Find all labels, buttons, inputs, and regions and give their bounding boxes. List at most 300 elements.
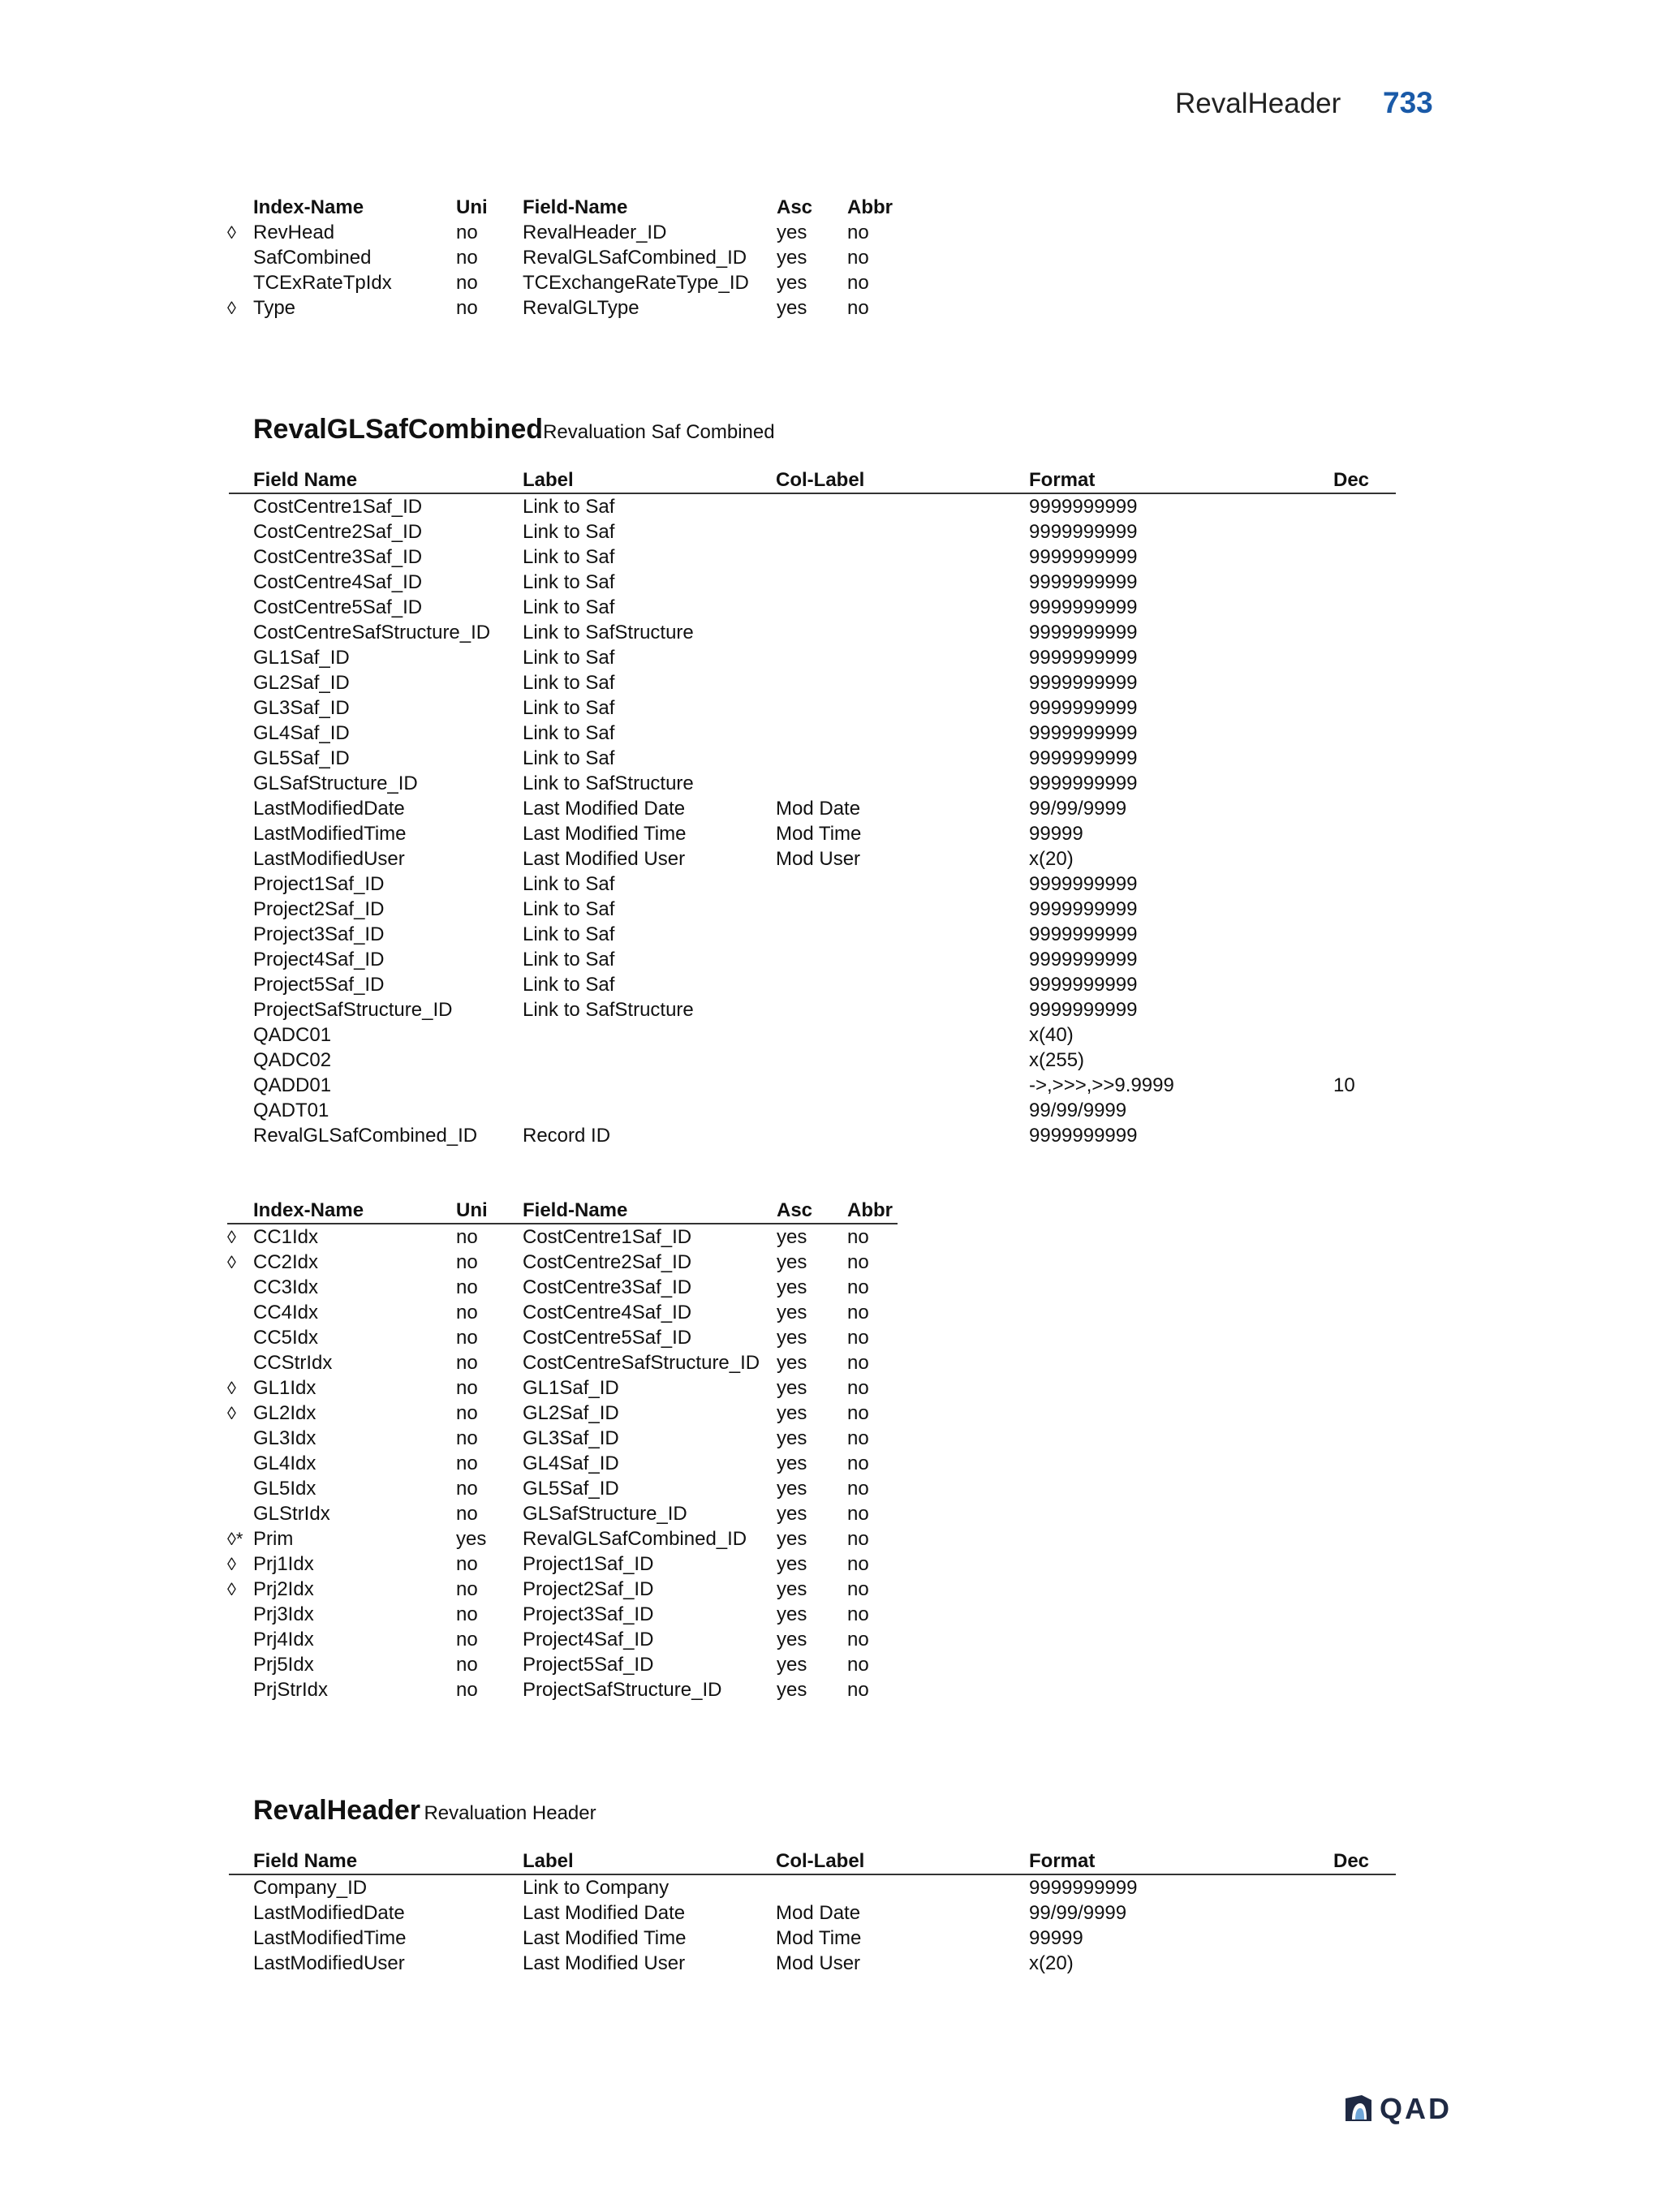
index-asc: yes — [777, 1578, 807, 1600]
field-col-label — [776, 922, 1029, 947]
field-name: RevalGLSafCombined_ID — [253, 1125, 478, 1147]
field-name: LastModifiedDate — [253, 1902, 405, 1924]
index-row — [227, 1300, 898, 1325]
field-format: 9999999999 — [1029, 873, 1138, 895]
dec-header: Dec — [1333, 467, 1396, 493]
index-abbr-header: Abbr — [847, 196, 893, 218]
field-col-label: Mod User — [776, 1952, 861, 1974]
index-name: Prj2Idx — [253, 1578, 314, 1600]
index-abbr: no — [847, 1402, 869, 1424]
field-row-pad — [229, 846, 253, 871]
index-row — [227, 1551, 898, 1577]
field-name: GL3Saf_ID — [253, 697, 350, 719]
index-mark — [227, 1476, 253, 1501]
index-asc: yes — [777, 1603, 807, 1625]
field-label: Last Modified Time — [523, 823, 687, 845]
field-format: 9999999999 — [1029, 949, 1138, 970]
index-name: Type — [253, 297, 296, 319]
field-dec — [1333, 897, 1396, 922]
field-col-label — [776, 947, 1029, 972]
field-row — [229, 620, 1396, 645]
field-format: x(20) — [1029, 848, 1074, 870]
index-uni: no — [456, 1629, 478, 1650]
field-row — [229, 670, 1396, 695]
field-label: Link to Saf — [523, 949, 615, 970]
index-asc: yes — [777, 1352, 807, 1374]
index-row — [227, 1451, 898, 1476]
field-label — [523, 1073, 776, 1098]
field-col-label — [776, 570, 1029, 595]
field-row — [229, 1926, 1396, 1951]
index-uni: no — [456, 1654, 478, 1676]
field-row-pad — [229, 1048, 253, 1073]
field-row — [229, 771, 1396, 796]
field-col-label — [776, 1073, 1029, 1098]
field-format: x(255) — [1029, 1049, 1085, 1071]
index-uni: no — [456, 297, 478, 319]
index-mark — [227, 1350, 253, 1375]
field-format: 9999999999 — [1029, 923, 1138, 945]
field-dec — [1333, 947, 1396, 972]
index-name: CCStrIdx — [253, 1352, 333, 1374]
running-header-title: RevalHeader — [1175, 88, 1341, 119]
field-row — [229, 846, 1396, 871]
index-abbr: no — [847, 1377, 869, 1399]
field-label: Last Modified Time — [523, 1927, 687, 1949]
index-mark: ◊* — [227, 1529, 243, 1549]
field-name: Company_ID — [253, 1877, 368, 1899]
fields-header-row — [229, 467, 1396, 493]
field-format: 9999999999 — [1029, 974, 1138, 996]
index-mark — [227, 245, 253, 270]
index-asc: yes — [777, 1276, 807, 1298]
field-row-pad — [229, 897, 253, 922]
field-col-label — [776, 544, 1029, 570]
section-title-revalheader — [253, 1795, 596, 1827]
field-col-label — [776, 670, 1029, 695]
index-asc: yes — [777, 1503, 807, 1525]
field-row — [229, 645, 1396, 670]
field-col-label: Mod Date — [776, 798, 861, 820]
index-name: CC1Idx — [253, 1226, 319, 1248]
field-name: GLSafStructure_ID — [253, 772, 418, 794]
index-name: CC3Idx — [253, 1276, 319, 1298]
field-label: Link to Saf — [523, 546, 615, 568]
index-mark — [227, 1602, 253, 1627]
index-asc: yes — [777, 1226, 807, 1248]
index-mark — [227, 1275, 253, 1300]
index-uni: no — [456, 1452, 478, 1474]
index-field: RevalGLSafCombined_ID — [523, 247, 747, 269]
field-name: LastModifiedTime — [253, 823, 407, 845]
field-dec — [1333, 796, 1396, 821]
field-name: CostCentre4Saf_ID — [253, 571, 423, 593]
field-col-label — [776, 595, 1029, 620]
index-asc: yes — [777, 297, 807, 319]
index-name-header: Index-Name — [253, 1198, 456, 1224]
field-format: 99/99/9999 — [1029, 1100, 1127, 1121]
field-dec — [1333, 544, 1396, 570]
field-row-pad — [229, 1874, 253, 1900]
field-dec — [1333, 846, 1396, 871]
field-dec — [1333, 1874, 1396, 1900]
index-mark — [227, 1501, 253, 1526]
index-uni-header: Uni — [456, 196, 488, 218]
index-name: GL3Idx — [253, 1427, 316, 1449]
page-number: 733 — [1383, 86, 1433, 119]
field-dec — [1333, 570, 1396, 595]
field-dec — [1333, 821, 1396, 846]
field-format: 9999999999 — [1029, 622, 1138, 643]
field-col-label — [776, 1098, 1029, 1123]
index-field: Project2Saf_ID — [523, 1578, 654, 1600]
index-row — [227, 1426, 898, 1451]
field-row — [229, 897, 1396, 922]
section-table-description: Revaluation Header — [424, 1802, 596, 1824]
index-name: Prj4Idx — [253, 1629, 314, 1650]
index-row — [227, 1501, 898, 1526]
index-name: SafCombined — [253, 247, 372, 269]
field-row — [229, 570, 1396, 595]
index-uni: no — [456, 1679, 478, 1701]
field-row — [229, 519, 1396, 544]
index-uni: no — [456, 1402, 478, 1424]
index-asc: yes — [777, 1327, 807, 1349]
field-row — [229, 695, 1396, 721]
index-name: Prj1Idx — [253, 1553, 314, 1575]
field-dec — [1333, 493, 1396, 519]
index-abbr: no — [847, 1603, 869, 1625]
index-asc: yes — [777, 1402, 807, 1424]
index-field: GL2Saf_ID — [523, 1402, 619, 1424]
index-field: GL4Saf_ID — [523, 1452, 619, 1474]
field-col-label — [776, 695, 1029, 721]
field-col-label — [776, 871, 1029, 897]
index-uni-header: Uni — [456, 1198, 523, 1224]
field-label: Link to Saf — [523, 496, 615, 518]
field-row-pad — [229, 796, 253, 821]
index-field: Project4Saf_ID — [523, 1629, 654, 1650]
field-format: 99/99/9999 — [1029, 798, 1127, 820]
index-row — [227, 1224, 898, 1250]
index-field: GL3Saf_ID — [523, 1427, 619, 1449]
index-field: CostCentre4Saf_ID — [523, 1302, 692, 1323]
field-name: GL1Saf_ID — [253, 647, 350, 669]
field-row-pad — [229, 1900, 253, 1926]
field-name: GL4Saf_ID — [253, 722, 350, 744]
index-mark-header — [227, 1198, 253, 1224]
field-name: QADT01 — [253, 1100, 329, 1121]
field-col-label — [776, 1874, 1029, 1900]
field-row-pad — [229, 544, 253, 570]
index-asc: yes — [777, 1654, 807, 1676]
field-label: Link to Company — [523, 1877, 670, 1899]
index-abbr: no — [847, 297, 869, 319]
field-name: Project2Saf_ID — [253, 898, 385, 920]
index-abbr: no — [847, 1578, 869, 1600]
index-mark — [227, 1451, 253, 1476]
index-name: Prj3Idx — [253, 1603, 314, 1625]
field-label: Link to SafStructure — [523, 999, 694, 1021]
field-col-label: Mod Time — [776, 823, 862, 845]
index-mark — [227, 1627, 253, 1652]
label-header: Label — [523, 467, 776, 493]
field-dec — [1333, 1098, 1396, 1123]
field-dec — [1333, 595, 1396, 620]
field-dec — [1333, 871, 1396, 897]
index-name: GL5Idx — [253, 1478, 316, 1500]
index-uni: no — [456, 1427, 478, 1449]
field-row-pad — [229, 1073, 253, 1098]
index-field: Project3Saf_ID — [523, 1603, 654, 1625]
index-field-header: Field-Name — [523, 196, 628, 218]
field-label: Link to Saf — [523, 596, 615, 618]
field-col-label — [776, 897, 1029, 922]
field-dec: 10 — [1333, 1074, 1355, 1096]
index-asc: yes — [777, 1629, 807, 1650]
field-row-pad — [229, 922, 253, 947]
index-row — [227, 1350, 898, 1375]
index-mark — [227, 1426, 253, 1451]
index-name-header: Index-Name — [253, 196, 364, 218]
field-row — [229, 746, 1396, 771]
qad-logo-text: QAD — [1380, 2092, 1452, 2125]
index-row — [227, 1627, 898, 1652]
index-field: CostCentre1Saf_ID — [523, 1226, 692, 1248]
index-uni: no — [456, 1302, 478, 1323]
index-abbr-header: Abbr — [847, 1198, 898, 1224]
field-dec — [1333, 1123, 1396, 1148]
index-field: Project1Saf_ID — [523, 1553, 654, 1575]
index-row — [227, 1677, 898, 1702]
field-dec — [1333, 1048, 1396, 1073]
field-format: x(20) — [1029, 1952, 1074, 1974]
index-abbr: no — [847, 1679, 869, 1701]
index-field: Project5Saf_ID — [523, 1654, 654, 1676]
field-name: LastModifiedUser — [253, 1952, 405, 1974]
index-abbr: no — [847, 1352, 869, 1374]
field-row — [229, 796, 1396, 821]
index-row — [227, 1275, 898, 1300]
field-label: Link to Saf — [523, 873, 615, 895]
index-name: CC4Idx — [253, 1302, 319, 1323]
section-title-revalglsafcombined — [253, 414, 775, 445]
field-row — [229, 1123, 1396, 1148]
field-row-pad — [229, 746, 253, 771]
qad-logo — [1344, 2092, 1452, 2126]
index-mark: ◊ — [227, 1227, 236, 1247]
field-format: 9999999999 — [1029, 1877, 1138, 1899]
field-format: 9999999999 — [1029, 722, 1138, 744]
field-col-label — [776, 1048, 1029, 1073]
index-row — [227, 245, 898, 270]
index-asc: yes — [777, 222, 807, 243]
field-row-pad — [229, 1022, 253, 1048]
revalheader-index-table — [227, 195, 898, 321]
field-format: 9999999999 — [1029, 672, 1138, 694]
field-label: Last Modified User — [523, 1952, 686, 1974]
index-asc-header: Asc — [777, 1198, 847, 1224]
field-label: Link to Saf — [523, 697, 615, 719]
index-abbr: no — [847, 272, 869, 294]
field-format: 9999999999 — [1029, 898, 1138, 920]
field-row — [229, 1098, 1396, 1123]
dec-header: Dec — [1333, 1848, 1396, 1874]
field-name: LastModifiedDate — [253, 798, 405, 820]
index-name: GL4Idx — [253, 1452, 316, 1474]
field-row-pad — [229, 620, 253, 645]
index-abbr: no — [847, 247, 869, 269]
field-row-pad — [229, 721, 253, 746]
field-row-pad — [229, 695, 253, 721]
index-abbr: no — [847, 1302, 869, 1323]
index-mark: ◊ — [227, 1378, 236, 1398]
index-field: RevalGLSafCombined_ID — [523, 1528, 747, 1550]
index-uni: no — [456, 1553, 478, 1575]
field-label: Link to SafStructure — [523, 622, 694, 643]
field-name: QADD01 — [253, 1074, 332, 1096]
field-name: GL2Saf_ID — [253, 672, 350, 694]
index-abbr: no — [847, 1327, 869, 1349]
field-row — [229, 871, 1396, 897]
field-row — [229, 544, 1396, 570]
index-name: CC5Idx — [253, 1327, 319, 1349]
field-label: Record ID — [523, 1125, 611, 1147]
index-mark: ◊ — [227, 222, 236, 243]
field-row-pad — [229, 1123, 253, 1148]
field-row-pad — [229, 493, 253, 519]
field-dec — [1333, 620, 1396, 645]
index-abbr: no — [847, 1452, 869, 1474]
field-dec — [1333, 922, 1396, 947]
field-name: CostCentre5Saf_ID — [253, 596, 423, 618]
field-row-pad — [229, 1926, 253, 1951]
index-row — [227, 1325, 898, 1350]
label-header: Label — [523, 1848, 776, 1874]
index-abbr: no — [847, 222, 869, 243]
index-asc: yes — [777, 1251, 807, 1273]
field-col-label — [776, 721, 1029, 746]
index-asc: yes — [777, 1452, 807, 1474]
qad-logo-icon — [1344, 2095, 1373, 2123]
field-label — [523, 1048, 776, 1073]
field-row — [229, 721, 1396, 746]
field-col-label: Mod User — [776, 848, 861, 870]
col-label-header: Col-Label — [776, 1848, 1029, 1874]
field-format: 9999999999 — [1029, 496, 1138, 518]
index-mark — [227, 1325, 253, 1350]
index-asc: yes — [777, 247, 807, 269]
field-name: Project1Saf_ID — [253, 873, 385, 895]
field-name: LastModifiedUser — [253, 848, 405, 870]
revalglsafcombined-fields-table — [229, 467, 1396, 1148]
index-field: CostCentre5Saf_ID — [523, 1327, 692, 1349]
revalheader-fields-table — [229, 1848, 1396, 1976]
index-asc-header: Asc — [777, 196, 813, 218]
field-label — [523, 1022, 776, 1048]
field-dec — [1333, 721, 1396, 746]
field-row-pad — [229, 670, 253, 695]
field-format: 99/99/9999 — [1029, 1902, 1127, 1924]
field-format: 9999999999 — [1029, 546, 1138, 568]
index-name: TCExRateTpIdx — [253, 272, 392, 294]
index-uni: no — [456, 1226, 478, 1248]
index-uni: no — [456, 1377, 478, 1399]
index-abbr: no — [847, 1226, 869, 1248]
field-col-label — [776, 493, 1029, 519]
index-abbr: no — [847, 1427, 869, 1449]
index-asc: yes — [777, 1427, 807, 1449]
field-row-pad — [229, 972, 253, 997]
field-label: Link to Saf — [523, 571, 615, 593]
field-label: Link to Saf — [523, 898, 615, 920]
index-uni: no — [456, 1327, 478, 1349]
index-row — [227, 1375, 898, 1401]
index-asc: yes — [777, 1553, 807, 1575]
index-row — [227, 1577, 898, 1602]
index-field: CostCentre2Saf_ID — [523, 1251, 692, 1273]
field-row-pad — [229, 947, 253, 972]
field-col-label — [776, 997, 1029, 1022]
index-field: GLSafStructure_ID — [523, 1503, 687, 1525]
index-uni: no — [456, 1352, 478, 1374]
field-name-header: Field Name — [253, 467, 523, 493]
field-col-label — [776, 645, 1029, 670]
index-name: GLStrIdx — [253, 1503, 330, 1525]
field-row — [229, 922, 1396, 947]
field-name: ProjectSafStructure_ID — [253, 999, 453, 1021]
index-uni: no — [456, 272, 478, 294]
field-label: Link to Saf — [523, 521, 615, 543]
index-row — [227, 1602, 898, 1627]
field-format: 99999 — [1029, 1927, 1083, 1949]
field-dec — [1333, 972, 1396, 997]
section-table-name: RevalGLSafCombined — [253, 414, 544, 445]
field-col-label — [776, 972, 1029, 997]
field-row-pad — [229, 1951, 253, 1976]
field-col-label — [776, 746, 1029, 771]
field-col-label — [776, 1022, 1029, 1048]
field-label: Link to SafStructure — [523, 772, 694, 794]
field-name: LastModifiedTime — [253, 1927, 407, 1949]
index-abbr: no — [847, 1553, 869, 1575]
index-uni: no — [456, 1276, 478, 1298]
field-label — [523, 1098, 776, 1123]
field-name: CostCentre1Saf_ID — [253, 496, 423, 518]
index-field: ProjectSafStructure_ID — [523, 1679, 722, 1701]
field-name: CostCentre3Saf_ID — [253, 546, 423, 568]
field-col-label — [776, 1123, 1029, 1148]
field-name: Project4Saf_ID — [253, 949, 385, 970]
index-field-header: Field-Name — [523, 1198, 777, 1224]
field-name: GL5Saf_ID — [253, 747, 350, 769]
index-mark — [227, 270, 253, 295]
field-row — [229, 947, 1396, 972]
index-uni: no — [456, 1503, 478, 1525]
field-format: 9999999999 — [1029, 647, 1138, 669]
field-format: 9999999999 — [1029, 596, 1138, 618]
index-uni: no — [456, 222, 478, 243]
index-mark: ◊ — [227, 1554, 236, 1574]
field-format: 9999999999 — [1029, 521, 1138, 543]
field-row — [229, 1073, 1396, 1098]
index-mark: ◊ — [227, 1252, 236, 1272]
index-row — [227, 270, 898, 295]
field-label: Link to Saf — [523, 974, 615, 996]
index-name: RevHead — [253, 222, 335, 243]
field-row — [229, 1048, 1396, 1073]
index-name: CC2Idx — [253, 1251, 319, 1273]
